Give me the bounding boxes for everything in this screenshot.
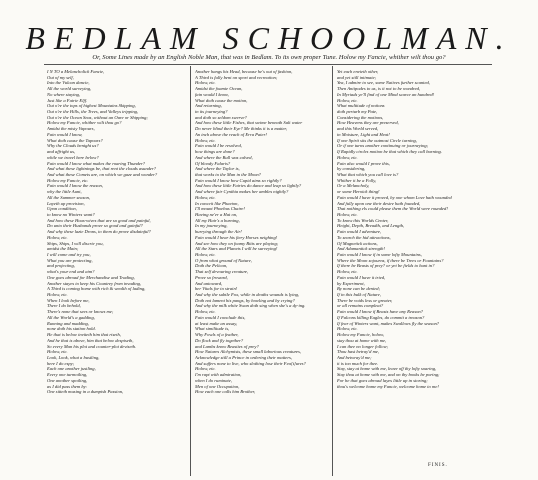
verse-line: Another stayes to keep his Countrey from invading, (47, 280, 142, 286)
verse-line: And where fair Cynthia makes her ambles nightly? (195, 189, 289, 195)
verse-line: Holow my Fancie, etc. (47, 177, 89, 183)
verse-line: Or if one turns another continuing or journeying; (337, 143, 429, 149)
verse-line: All the Summer season, (47, 194, 91, 200)
verse-line: And how these little Fishes, that swime beneath Salt water (195, 120, 303, 126)
verse-line: Do never blind their Eye? Me thinks it is a matter, (195, 126, 287, 132)
verse-line: Prove so froward, (195, 274, 228, 280)
verse-line: What doth cause the motion, (195, 97, 248, 103)
verse-line: If Rapidly circles motion be that which they call burning. (337, 149, 442, 155)
verse-line: Each one another justling, (47, 366, 96, 372)
verse-line: amidst the Main; (47, 246, 79, 252)
verse-line: If fear of Winters want, makes Swallows fly the season? (337, 320, 440, 326)
verse-line: And why the milk white Swan doth sing when she's a dy-ing. (195, 303, 306, 309)
verse-line: none doth his station hold. (47, 326, 96, 332)
verse-line: Ships, Ships, I will discrie you, (47, 240, 104, 246)
verse-line: Layeth up provision, (47, 200, 85, 206)
verse-line: Or a Melancholy, (337, 183, 370, 189)
verse-line: Out of my self, (47, 74, 74, 80)
verse-line: He that is below inviteth him that riseth, (47, 332, 122, 338)
verse-line: Of Magnetick actions, (337, 240, 378, 246)
verse-line: Of bloody Falaris? (195, 160, 231, 166)
verse-line: Holow, etc. (337, 97, 358, 103)
verse-line: I N TO a Melancholick Fancie, (47, 69, 105, 74)
verse-line: How Natures Alchymists, these small laborious creatures, (195, 349, 302, 355)
verse-line: Why the Clouds benight us? (47, 143, 99, 149)
verse-line: Out o're the tops of highest Mountains Skipping, (47, 103, 136, 109)
verse-line: and yet still intimate; (337, 74, 377, 80)
verse-line: Where the Moon sojourns, if there be Trees or Fountains? (337, 257, 444, 263)
verse-line: To search the hid attractions, (337, 234, 391, 240)
verse-line: And where the Bull was calved, (195, 154, 253, 160)
verse-line: O from what ground of Nature, (195, 257, 252, 263)
verse-line: Fain also would I prove this, (337, 160, 390, 166)
verse-line: thou's welcome home my Fancie, welcome home to me! (337, 383, 439, 389)
verse-line: and doth so seldom swerve? (195, 114, 247, 120)
verse-line: Height, Depth, Breadth, and Length, (337, 223, 405, 229)
verse-line: fain would I know, (195, 91, 229, 97)
verse-line: Fain would I know if Beasts have any Reason? (337, 309, 423, 315)
verse-line: Why Fowls of a feather, (195, 332, 239, 338)
verse-line: And where the Taylor is, (195, 166, 240, 172)
verse-line: Holow, etc. (195, 137, 216, 143)
verse-line: In conceit like Phaeton, (195, 200, 239, 206)
verse-line: And suffers none to live, who slothing lose their Fea[t]ures? (195, 360, 306, 366)
verse-line: Fain would I know if in some lofty Mountains, (337, 252, 422, 257)
verse-line: And fully upon one their desire hath founded, (337, 200, 421, 206)
verse-line: Holow, etc. (195, 252, 216, 257)
verse-line: All the Stars and Planets I will be surveying! (195, 246, 278, 252)
verse-line: Amidst the foamie Ocean, (195, 86, 243, 92)
verse-line: Doth not lament his pangs, by howling and by crying? (195, 297, 295, 303)
verse-line: Do unto their Husbands prove so good and gainful? (47, 223, 143, 229)
verse-line: why the little Aunt, (47, 189, 82, 195)
verse-line: what's your end and aim? (47, 269, 95, 275)
verse-line: while we travel here below? (47, 154, 99, 160)
verse-line: Amidst the misty Vapours, (47, 126, 95, 132)
verse-line: Every one turmoiling, (47, 372, 88, 378)
verse-line: A Third is fully bent on sport and recreation; (195, 74, 278, 80)
verse-line: when I do ruminate, (195, 377, 233, 383)
verse-line: What you are protecting, (47, 257, 93, 263)
verse-line: If Falcons killing Eagles, do commit a treason? (337, 314, 425, 320)
verse-line: Yet each envieth other, (337, 69, 379, 74)
verse-line: Whither it be a Folly, (337, 177, 377, 183)
verse-line: And untoward, (195, 280, 223, 286)
verse-line: Acknowledge still a Prince in ordering their matters, (195, 354, 293, 360)
verse-line: Holow, etc. (195, 309, 216, 315)
verse-line: And how these little Fairies do dance and leap so lightly? (195, 183, 302, 189)
verse-column-1 (47, 69, 187, 395)
verse-line: Fain would I know what makes the roaring Thunder? (47, 160, 146, 166)
verse-line: Stay thou at home with me, and on thy books be poring; (337, 372, 440, 378)
verse-line: Thou hast betray'd me, (337, 349, 380, 355)
verse-line: by Experiment, (337, 280, 365, 286)
verse-line: In my journeying, (195, 223, 228, 229)
verse-line: Holow, etc. (337, 326, 358, 332)
verse-line: I'm rapt with admiration, (195, 372, 242, 378)
verse-line: A Third is coming home with rich & wealth of lading, (47, 286, 146, 292)
verse-line: There's none that sees or knows me; (47, 309, 114, 315)
finis-mark: FINIS. (428, 463, 448, 468)
verse-line: One another spoiling, (47, 377, 88, 383)
verse-line: Fain would I conclude this, (195, 314, 246, 320)
verse-line: Holow, etc. (47, 234, 68, 240)
verse-line: And returning, (195, 103, 222, 109)
verse-line: Stay, stay at home with me, leave off thy lofty soaring, (337, 366, 437, 372)
verse-line: One goes abroad for Merchandise and Trading, (47, 274, 135, 280)
verse-line: Look, Look, what a bustling, (47, 354, 100, 360)
verse-line: And what these Comets are, on which we gaze and wonder? (47, 171, 158, 177)
verse-line: stay thou at home with me, (337, 337, 387, 343)
verse-line: and Lambs know Beasties of prey? (195, 343, 259, 349)
verse-line: at least make an assay, (195, 320, 238, 326)
verse-line: Fain would I know the reason, (47, 183, 103, 189)
verse-line: here I do espy; (47, 360, 75, 366)
verse-column-3 (337, 69, 477, 389)
header-rule (44, 64, 492, 65)
verse-line: No where staying, (47, 91, 81, 97)
verse-line: Out o're the Ocean Seas, without an Oare or Shipping; (47, 114, 148, 120)
verse-line: Holow my Fancie, whither wilt thou go? (47, 120, 122, 126)
verse-line: and this World served, (337, 126, 379, 132)
verse-line: Out o're the Hills, the Trees, and Valleys tripping, (47, 109, 139, 115)
verse-line: her Vitals for to strain! (195, 286, 238, 292)
verse-line: by considering, (337, 166, 366, 172)
verse-line: Considering the motions, (337, 114, 384, 120)
verse-line: Holow, etc. (337, 269, 358, 275)
verse-line: Holow, etc. (195, 366, 216, 372)
verse-line: Fain would I have it tried, (337, 274, 386, 280)
verse-line: Fain would I adventure, (337, 229, 382, 235)
verse-line: in its journeying? (195, 109, 228, 115)
verse-line: Fain would I be resolved, (195, 143, 242, 149)
verse-line: Fain would I hear his fiery Horses neighing! (195, 234, 278, 240)
verse-line: Holow, etc. (47, 292, 68, 298)
verse-line: that works to the Man in the Moon? (195, 171, 261, 177)
verse-line: Then Antipodes to us, is it not to be wondred, (337, 86, 421, 92)
verse-line: Holow, etc. (337, 154, 358, 160)
verse-line: That self devouring creature, (195, 269, 249, 275)
verse-line: I will come and try you, (47, 252, 91, 257)
verse-line: Running and madding, (47, 320, 89, 326)
verse-line: as I did pass them by: (47, 383, 88, 389)
verse-line: What doth cause the Tapours? (47, 137, 103, 143)
verse-line: Holow, etc. (195, 194, 216, 200)
verse-line: One sitteth musing in a dumpish Passion, (47, 389, 124, 395)
verse-line: or all remains compleat? (337, 303, 384, 309)
verse-line: So every Man his plot and counter-plot deviseth. (47, 343, 137, 349)
verse-line: doth perturb my Pate, (337, 109, 378, 115)
verse-line: Men of one Occupation, (195, 383, 240, 389)
column-divider-left (190, 66, 191, 476)
verse-line: And Adamantick strength! (337, 246, 385, 252)
verse-line: To know this Worlds Center, (337, 217, 389, 223)
verse-line: How Heavens they are preserved, (337, 120, 399, 126)
verse-line: Into the Vulcan dancie, (47, 80, 90, 86)
verse-line: And how these Hous-wives that are so good and painful, (47, 217, 151, 223)
verse-line: All the world surveying, (47, 86, 92, 92)
verse-line: And see how they on foamy Bitts are playing; (195, 240, 279, 246)
verse-line: Fain would I know, (47, 131, 83, 137)
document-title: BEDLAM SCHOOLMAN. (25, 20, 513, 56)
verse-column-2 (195, 69, 335, 395)
document-subtitle: Or, Some Lines made by an English Noble Man, that was in Bedlam. To its own proper Tune. Holow my Fancie, whither wilt thou go? (92, 54, 446, 61)
verse-line: If one Spirit sits the outmost Circle turning, (337, 137, 417, 143)
verse-line: And what these lightnings be, that rent the clouds asunder? (47, 166, 157, 172)
verse-line: In Myriads ye'll find of one Mind scarce an hundred! (337, 91, 435, 97)
verse-line: I'll mount Phoebus Chaire! (195, 206, 245, 212)
verse-line: All my Hair's a burning, (195, 217, 240, 223)
verse-line: I can thee no longer follow; (337, 343, 389, 349)
verse-line: Having ne'er a Hat on, (195, 211, 238, 217)
verse-line: What that which you call love is? (337, 171, 399, 177)
verse-line: And why the subtle Fox, while in deaths wounds is lying, (195, 292, 300, 298)
verse-line: If there be Beasts of prey? or yet be fields to hunt in? (337, 263, 435, 269)
verse-line: Do flock and fly together? (195, 337, 244, 343)
verse-line: How each one calls him Brother, (195, 389, 256, 395)
verse-line: Holow, etc. (195, 80, 216, 86)
verse-line: There I do behold, (47, 303, 81, 309)
verse-line: in Moisture, Light and Heat! (337, 131, 390, 137)
verse-line: Yea, I admire to see, some Natives further scanted, (337, 80, 430, 86)
verse-line: and affright us, (47, 149, 76, 155)
verse-line: hurrying through the Air! (195, 229, 242, 235)
verse-line: Upon condition, (47, 206, 77, 212)
verse-line: If in this bulk of Nature, (337, 292, 381, 298)
verse-line: and projecting, (47, 263, 75, 269)
verse-line: And betwray'd me; (337, 354, 372, 360)
verse-line: What multitude of notions (337, 103, 385, 109)
verse-line: Doth the Pelican, (195, 263, 228, 269)
verse-line: There be voids less or greater, (337, 297, 393, 303)
verse-line: All the World's a gadding, (47, 314, 95, 320)
verse-line: For he that goes abroad layes little up in storing; (337, 377, 428, 383)
verse-line: Holow my Fancie, holow, (337, 332, 384, 338)
verse-line: And he that is above, him that below despiseth, (47, 337, 134, 343)
verse-line: Fain would I know how Cupid aims so rightly? (195, 177, 282, 183)
verse-line: it is too much for thee. (337, 360, 379, 366)
verse-line: That nothing els could please them the World were rounded! (337, 206, 448, 212)
verse-line: or some Heroick thing! (337, 189, 380, 195)
verse-line: An inch above the reach of Erra Pater! (195, 131, 267, 137)
verse-line: Another hangs his Head, because he's out of fashion, (195, 69, 293, 74)
verse-line: Holow, etc. (337, 211, 358, 217)
verse-line: Just like a Fairie Elff. (47, 97, 88, 103)
verse-line: By none can be denied; (337, 286, 381, 292)
verse-line: What similitude is, (195, 326, 230, 332)
verse-line: Holow, etc. (47, 349, 68, 355)
verse-line: to know no Winters want? (47, 211, 95, 217)
verse-line: And why these lazie Drons, to them do prove disdainful? (47, 229, 151, 235)
verse-line: When I look before me, (47, 297, 90, 303)
verse-line: Fain would I have it proved, by one whom Love hath wounded (337, 194, 452, 200)
verse-line: how things are done? (195, 149, 235, 155)
